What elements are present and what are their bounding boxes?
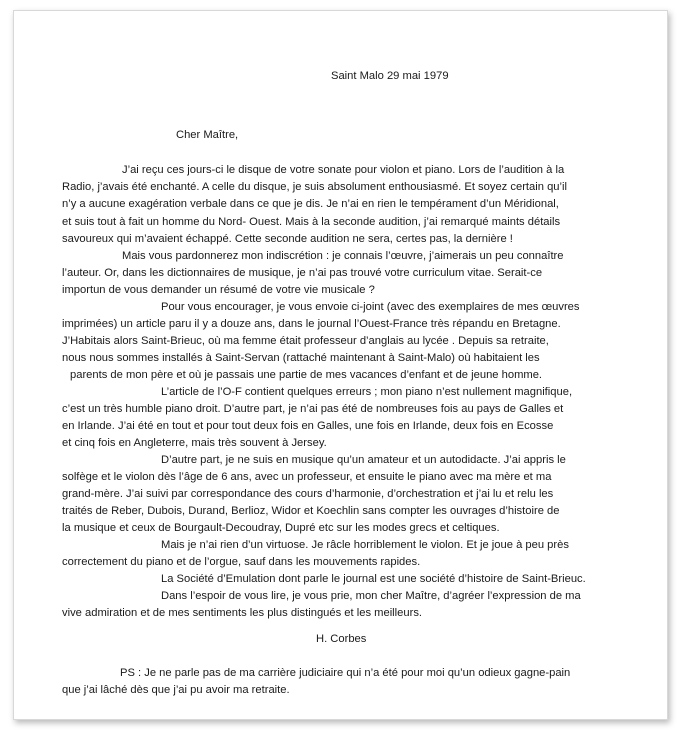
letter-line: savoureux qui m’avaient échappé. Cette seconde audition ne sera, certes pas, la dernière !	[62, 233, 513, 245]
letter-line: imprimées) un article paru il y a douze ans, dans le journal l’Ouest-France très répandu en Bretagne.	[62, 318, 561, 330]
letter-line: la musique et ceux de Bourgault-Decoudray, Dupré etc sur les modes grecs et celtiques.	[62, 522, 500, 534]
letter-line: J’ai reçu ces jours-ci le disque de votre sonate pour violon et piano. Lors de l’audition à la	[122, 164, 565, 176]
letter-line: en Irlande. J’ai été en tout et pour tout deux fois en Galles, une fois en Irlande, deux fois en Ecosse	[62, 420, 554, 432]
letter-date: Saint Malo 29 mai 1979	[331, 70, 449, 82]
letter-line: solfège et le violon dès l’âge de 6 ans, avec un professeur, et ensuite le piano avec ma mère et ma	[62, 471, 552, 483]
letter-line: n’y a aucune exagération verbale dans ce que je dis. Je n’ai en rien le tempérament d’un Méridional,	[62, 198, 559, 210]
letter-line: Mais je n’ai rien d’un virtuose. Je râcle horriblement le violon. Et je joue à peu près	[161, 539, 569, 551]
letter-line: et cinq fois en Angleterre, mais très souvent à Jersey.	[62, 437, 327, 449]
postscript-line: que j’ai lâché dès que j’ai pu avoir ma retraite.	[62, 684, 290, 696]
salutation: Cher Maître,	[176, 129, 239, 141]
letter-line: traités de Reber, Dubois, Durand, Berlioz, Widor et Koechlin sans compter les ouvrages d’histoire de	[62, 505, 560, 517]
letter-line: et suis tout à fait un homme du Nord- Ouest. Mais à la seconde audition, j’ai remarqué maints détails	[62, 216, 561, 228]
letter-line: vive admiration et de mes sentiments les plus distingués et les meilleurs.	[62, 607, 423, 619]
letter-line: importun de vous demander un résumé de votre vie musicale ?	[62, 284, 375, 296]
letter-line: Radio, j’avais été enchanté. A celle du disque, je suis absolument enthousiasmé. Et soyez certain qu’il	[62, 181, 567, 193]
letter-line: l’auteur. Or, dans les dictionnaires de musique, je n’ai pas trouvé votre curriculum vitae. Serait-ce	[62, 267, 543, 279]
letter-line: parents de mon père et où je passais une partie de mes vacances d’enfant et de jeune homme.	[70, 369, 543, 381]
letter-body	[14, 11, 667, 719]
letter-line: Pour vous encourager, je vous envoie ci-joint (avec des exemplaires de mes œuvres	[161, 301, 580, 313]
letter-line: correctement du piano et de l’orgue, sauf dans les mouvements rapides.	[62, 556, 421, 568]
letter-line: grand-mère. J’ai suivi par correspondance des cours d’harmonie, d’orchestration et j’ai lu et relu les	[62, 488, 554, 500]
letter-line: nous nous sommes installés à Saint-Servan (rattaché maintenant à Saint-Malo) où habitaient les	[62, 352, 540, 364]
letter-line: Mais vous pardonnerez mon indiscrétion : je connais l’œuvre, j’aimerais un peu connaître	[122, 250, 564, 262]
letter-line: c’est un très humble piano droit. D’autre part, je n’ai pas été de nombreuses fois au pays de Galles et	[62, 403, 564, 415]
letter-line: L’article de l’O-F contient quelques erreurs ; mon piano n’est nullement magnifique,	[161, 386, 573, 398]
letter-line: D’autre part, je ne suis en musique qu’un amateur et un autodidacte. J’ai appris le	[161, 454, 566, 466]
signature: H. Corbes	[316, 633, 367, 645]
postscript-line: PS : Je ne parle pas de ma carrière judiciaire qui n’a été pour moi qu’un odieux gagne-pain	[120, 667, 571, 679]
letter-line: La Société d’Emulation dont parle le journal est une société d’histoire de Saint-Brieuc.	[161, 573, 586, 585]
letter-line: J’Habitais alors Saint-Brieuc, où ma femme était professeur d’anglais au lycée . Depuis sa retraite,	[62, 335, 549, 347]
letter-line: Dans l’espoir de vous lire, je vous prie, mon cher Maître, d’agréer l’expression de ma	[161, 590, 581, 602]
letter-page	[13, 10, 668, 720]
